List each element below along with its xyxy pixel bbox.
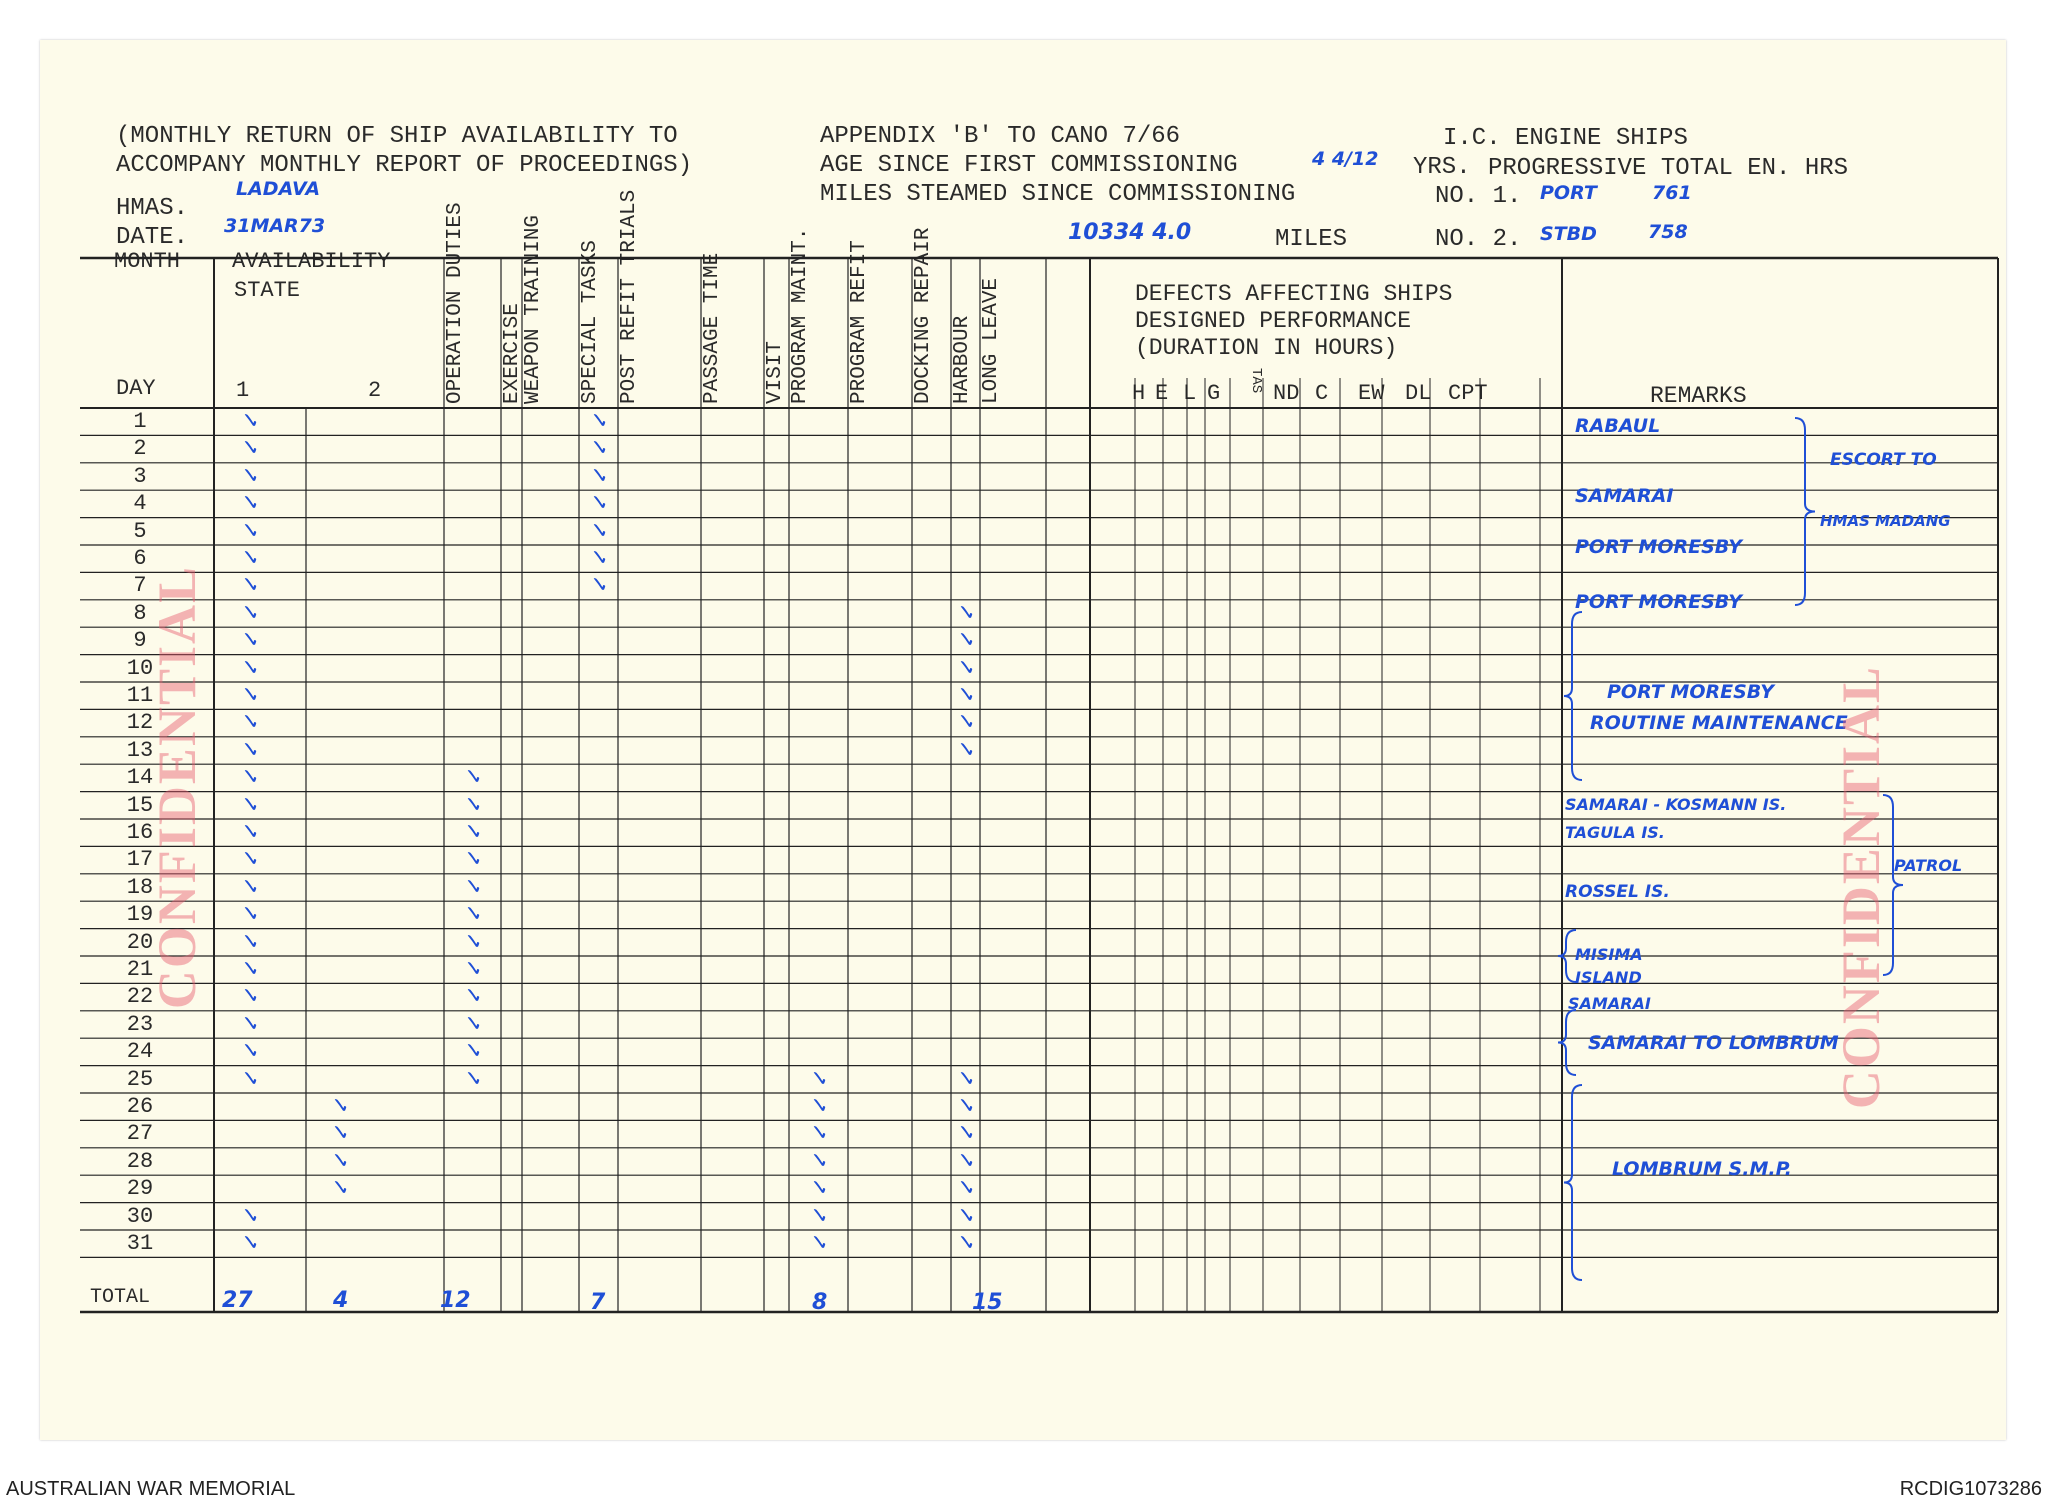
operation-tick: ✓ (463, 792, 482, 818)
remark-lombrum-smp: LOMBRUM S.M.P. (1612, 1158, 1792, 1180)
remark-routine-maintenance: ROUTINE MAINTENANCE (1590, 712, 1848, 734)
total-special: 7 (590, 1290, 606, 1315)
column-header-passage-time: PASSAGE TIME (701, 252, 724, 404)
column-header-harbour: HARBOUR (951, 315, 974, 404)
operation-tick: ✓ (463, 1039, 482, 1065)
day-number: 10 (126, 655, 154, 681)
state1-tick: ✓ (241, 491, 260, 517)
state2-tick: ✓ (331, 1176, 350, 1202)
state1-tick: ✓ (241, 1039, 260, 1065)
harbour-tick: ✓ (956, 1066, 975, 1092)
column-header-docking-repair: DOCKING REPAIR (912, 227, 935, 404)
day-number: 9 (133, 628, 147, 654)
operation-tick: ✓ (463, 957, 482, 982)
column-header-program-maint: PROGRAM MAINT. (789, 227, 812, 404)
operation-tick: ✓ (463, 874, 482, 900)
state1-tick: ✓ (241, 902, 260, 928)
no1-side: PORT (1540, 182, 1597, 204)
availability-label: AVAILABILITY (232, 249, 391, 274)
harbour-tick: ✓ (956, 1176, 975, 1202)
state1-tick: ✓ (241, 984, 260, 1010)
operation-tick: ✓ (463, 1066, 482, 1092)
state1-tick: ✓ (241, 409, 260, 434)
special-tick: ✓ (589, 518, 608, 544)
program-maint-tick: ✓ (809, 1148, 828, 1174)
special-tick: ✓ (589, 491, 608, 517)
day-number: 29 (126, 1176, 154, 1202)
remark-patrol: PATROL (1894, 856, 1963, 875)
harbour-tick: ✓ (956, 1094, 975, 1119)
total-operation: 12 (440, 1288, 471, 1313)
program-maint-tick: ✓ (809, 1176, 828, 1202)
remark-samarai-kosmann: SAMARAI - KOSMANN IS. (1565, 795, 1787, 814)
special-tick: ✓ (589, 463, 608, 489)
remark-samarai-1: SAMARAI (1575, 485, 1674, 507)
column-header-special-tasks: SPECIAL TASKS (579, 240, 602, 404)
harbour-tick: ✓ (956, 683, 975, 708)
day-number: 25 (126, 1066, 154, 1092)
escort-bracket (1795, 418, 1815, 605)
defect-code-l: L (1183, 381, 1197, 406)
operation-tick: ✓ (463, 984, 482, 1010)
total-state1: 27 (222, 1288, 253, 1313)
operation-tick: ✓ (463, 765, 482, 791)
day-number: 5 (133, 518, 147, 544)
state1-tick: ✓ (241, 765, 260, 791)
day-number: 15 (126, 792, 154, 818)
remark-samarai-to-lombrum: SAMARAI TO LOMBRUM (1588, 1032, 1839, 1054)
day-number: 16 (126, 820, 154, 845)
harbour-tick: ✓ (956, 628, 975, 654)
no2-label: NO. 2. (1435, 226, 1522, 253)
program-maint-tick: ✓ (809, 1094, 828, 1119)
state-1-label: 1 (236, 378, 250, 403)
state2-tick: ✓ (331, 1094, 350, 1119)
day-number: 31 (126, 1231, 154, 1256)
state1-tick: ✓ (241, 710, 260, 736)
remarks-heading: REMARKS (1650, 383, 1747, 409)
date-value: 31MAR73 (224, 215, 326, 237)
header-line1: (MONTHLY RETURN OF SHIP AVAILABILITY TO (116, 123, 678, 150)
defect-code-nd: ND (1273, 381, 1300, 406)
total-state2: 4 (333, 1288, 349, 1313)
state1-tick: ✓ (241, 1066, 260, 1092)
appendix-label: APPENDIX 'B' TO CANO 7/66 (820, 123, 1181, 150)
defect-code-cpt: CPT (1448, 381, 1488, 406)
state1-tick: ✓ (241, 518, 260, 544)
program-maint-tick: ✓ (809, 1231, 828, 1256)
miles-label: MILES STEAMED SINCE COMMISSIONING (820, 181, 1296, 208)
state1-tick: ✓ (241, 820, 260, 845)
harbour-tick: ✓ (956, 1121, 975, 1147)
total-label: TOTAL (90, 1286, 151, 1309)
day-number: 13 (126, 737, 154, 763)
state1-tick: ✓ (241, 737, 260, 763)
remark-rabaul: RABAUL (1575, 415, 1661, 437)
operation-tick: ✓ (463, 820, 482, 845)
age-value: 4 4/12 (1312, 148, 1379, 170)
day-number: 14 (126, 765, 154, 791)
special-tick: ✓ (589, 409, 608, 434)
column-header-program-refit: PROGRAM REFIT (848, 240, 871, 404)
harbour-tick: ✓ (956, 710, 975, 736)
hmas-label: HMAS. (116, 195, 189, 222)
day-number: 24 (126, 1039, 154, 1065)
total-program-maint: 8 (812, 1290, 828, 1315)
state1-tick: ✓ (241, 1011, 260, 1037)
defects-heading-3: (DURATION IN HOURS) (1135, 335, 1398, 361)
state-2-label: 2 (368, 378, 382, 403)
state1-tick: ✓ (241, 546, 260, 571)
remark-port-moresby-1: PORT MORESBY (1575, 536, 1742, 558)
no2-side: STBD (1540, 223, 1597, 245)
day-number: 17 (126, 847, 154, 873)
day-number: 2 (133, 436, 147, 462)
confidential-stamp-left: CONFIDENTIAL (147, 565, 207, 1010)
defect-code-h: H (1132, 381, 1146, 406)
state1-tick: ✓ (241, 628, 260, 654)
harbour-tick: ✓ (956, 600, 975, 626)
operation-tick: ✓ (463, 929, 482, 955)
day-number: 11 (126, 683, 154, 708)
lombrum-bracket (1564, 1085, 1582, 1280)
miles-value: 10334 4.0 (1068, 220, 1192, 245)
day-number: 12 (126, 710, 154, 736)
hmas-value: LADAVA (236, 178, 321, 200)
engine-ships-label: I.C. ENGINE SHIPS (1443, 125, 1688, 152)
day-number: 22 (126, 984, 154, 1010)
day-number: 19 (126, 902, 154, 928)
harbour-tick: ✓ (956, 1148, 975, 1174)
operation-tick: ✓ (463, 847, 482, 873)
defects-heading-2: DESIGNED PERFORMANCE (1135, 308, 1412, 334)
operation-tick: ✓ (463, 902, 482, 928)
defects-heading-1: DEFECTS AFFECTING SHIPS (1135, 281, 1453, 307)
day-number: 1 (133, 409, 147, 434)
day-number: 6 (133, 546, 147, 571)
remark-samarai-2: SAMARAI (1568, 994, 1651, 1013)
day-number: 7 (133, 573, 147, 599)
defect-code-ew: EW (1358, 381, 1385, 406)
confidential-stamp-right: CONFIDENTIAL (1831, 665, 1891, 1110)
state1-tick: ✓ (241, 463, 260, 489)
day-number: 26 (126, 1094, 154, 1119)
day-number: 23 (126, 1011, 154, 1037)
harbour-tick: ✓ (956, 655, 975, 681)
column-header-post-refit-trials: POST REFIT TRIALS (618, 189, 641, 404)
remark-misima: MISIMA (1575, 945, 1643, 964)
remark-tagula: TAGULA IS. (1565, 823, 1665, 842)
defect-code-g: G (1207, 381, 1221, 406)
day-number: 4 (133, 491, 147, 517)
program-maint-tick: ✓ (809, 1203, 828, 1229)
state2-tick: ✓ (331, 1148, 350, 1174)
state1-tick: ✓ (241, 957, 260, 982)
harbour-tick: ✓ (956, 1203, 975, 1229)
day-number: 27 (126, 1121, 154, 1147)
program-maint-tick: ✓ (809, 1121, 828, 1147)
defect-code-dl: DL (1405, 381, 1432, 406)
state1-tick: ✓ (241, 792, 260, 818)
remark-port-moresby-3: PORT MORESBY (1607, 681, 1774, 703)
date-label: DATE. (116, 224, 189, 251)
footer-archive-name: AUSTRALIAN WAR MEMORIAL (6, 1478, 296, 1500)
column-header-visit: VISIT (764, 340, 787, 404)
day-number: 28 (126, 1148, 154, 1174)
day-number: 21 (126, 957, 154, 982)
harbour-tick: ✓ (956, 1231, 975, 1256)
port-moresby-bracket (1564, 612, 1582, 780)
age-label: AGE SINCE FIRST COMMISSIONING (820, 152, 1238, 179)
state1-tick: ✓ (241, 1203, 260, 1229)
yrs-label: YRS. (1413, 154, 1471, 181)
special-tick: ✓ (589, 573, 608, 599)
state-label: STATE (234, 278, 301, 303)
special-tick: ✓ (589, 436, 608, 462)
remark-port-moresby-2: PORT MORESBY (1575, 591, 1742, 613)
defect-code-e: E (1155, 381, 1169, 406)
state1-tick: ✓ (241, 929, 260, 955)
state1-tick: ✓ (241, 573, 260, 599)
defect-code-tas: TAS (1248, 368, 1264, 394)
no1-label: NO. 1. (1435, 183, 1522, 210)
day-number: 18 (126, 874, 154, 900)
day-number: 30 (126, 1203, 154, 1229)
special-tick: ✓ (589, 546, 608, 571)
column-header-weapon-training: WEAPON TRAINING (522, 214, 545, 404)
remark-island: ISLAND (1575, 968, 1642, 987)
state1-tick: ✓ (241, 874, 260, 900)
header-line2: ACCOMPANY MONTHLY REPORT OF PROCEEDINGS) (116, 152, 693, 179)
defect-code-c: C (1315, 381, 1329, 406)
state1-tick: ✓ (241, 600, 260, 626)
day-number: 20 (126, 929, 154, 955)
program-maint-tick: ✓ (809, 1066, 828, 1092)
remark-hmas-madang: HMAS MADANG (1820, 512, 1951, 530)
no1-value: 761 (1652, 182, 1692, 204)
progressive-label: PROGRESSIVE TOTAL EN. HRS (1488, 155, 1849, 182)
column-header-exercise: EXERCISE (501, 303, 524, 404)
day-number: 8 (133, 600, 147, 626)
state1-tick: ✓ (241, 683, 260, 708)
harbour-tick: ✓ (956, 737, 975, 763)
state1-tick: ✓ (241, 655, 260, 681)
column-header-operation-duties: OPERATION DUTIES (444, 202, 467, 404)
total-harbour: 15 (972, 1290, 1003, 1315)
operation-tick: ✓ (463, 1011, 482, 1037)
day-number: 3 (133, 463, 147, 489)
day-label: DAY (116, 376, 156, 401)
state1-tick: ✓ (241, 847, 260, 873)
state1-tick: ✓ (241, 1231, 260, 1256)
state1-tick: ✓ (241, 436, 260, 462)
column-header-long-leave: LONG LEAVE (980, 277, 1003, 404)
state2-tick: ✓ (331, 1121, 350, 1147)
miles-unit: MILES (1275, 226, 1348, 253)
footer-record-id: RCDIG1073286 (1899, 1478, 2042, 1500)
no2-value: 758 (1648, 221, 1688, 243)
remark-rossel: ROSSEL IS. (1565, 882, 1670, 902)
month-label: MONTH (114, 249, 181, 274)
remark-escort-to: ESCORT TO (1830, 450, 1937, 470)
